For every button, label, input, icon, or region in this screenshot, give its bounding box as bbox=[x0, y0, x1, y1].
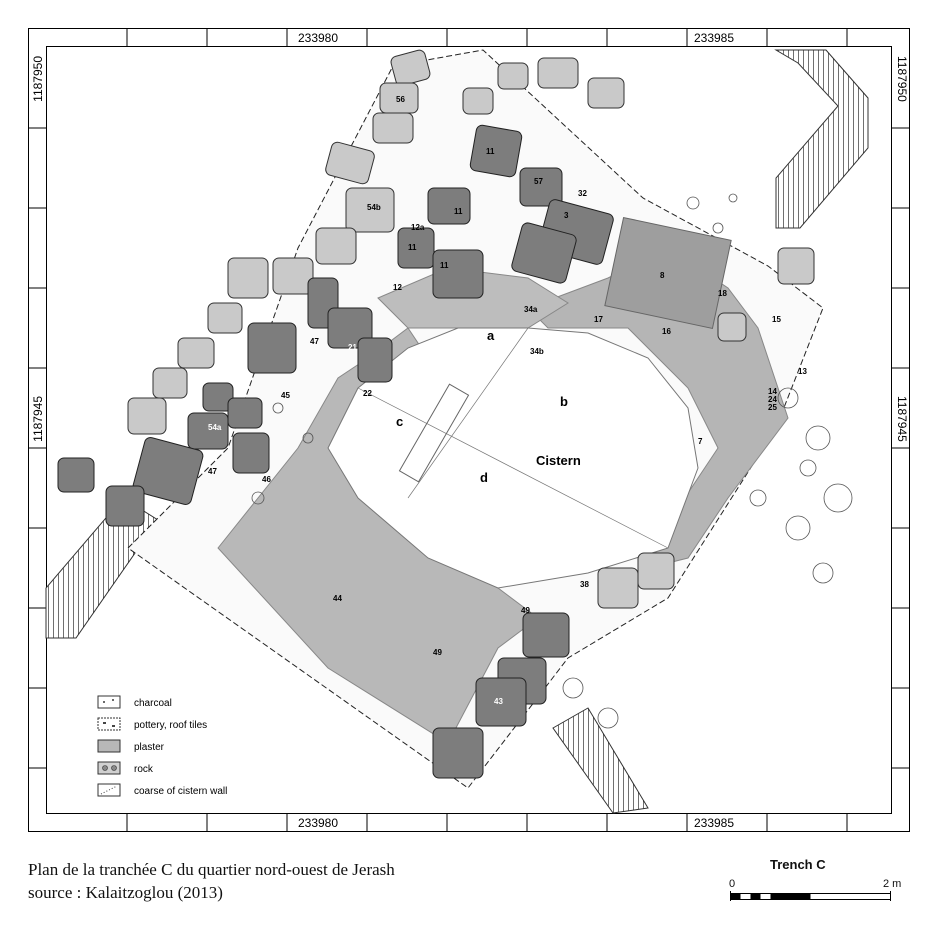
feature-number-44: 44 bbox=[333, 594, 342, 603]
svg-text:coarse of cistern wall: coarse of cistern wall bbox=[134, 786, 228, 797]
feature-number-11: 11 bbox=[440, 261, 449, 270]
feature-number-57: 57 bbox=[534, 177, 543, 186]
feature-number-8: 8 bbox=[660, 271, 665, 280]
svg-text:rock: rock bbox=[134, 764, 153, 775]
feature-number-24: 24 bbox=[768, 395, 777, 404]
grid-label-bottom-1: 233980 bbox=[297, 816, 339, 830]
grid-label-left-1: 1187950 bbox=[31, 56, 45, 102]
feature-number-34b: 34b bbox=[530, 347, 544, 356]
feature-number-38: 38 bbox=[580, 580, 589, 589]
feature-number-54a: 54a bbox=[208, 423, 222, 432]
feature-number-32: 32 bbox=[578, 189, 587, 198]
feature-number-49: 49 bbox=[433, 648, 442, 657]
legend-item-pottery bbox=[98, 718, 207, 731]
cistern-label: Cistern bbox=[536, 453, 581, 468]
caption-title: Plan de la tranchée C du quartier nord-ouest de Jerash bbox=[28, 860, 395, 879]
feature-number-14: 14 bbox=[768, 387, 777, 396]
feature-number-47: 47 bbox=[208, 467, 217, 476]
feature-number-16: 16 bbox=[662, 327, 671, 336]
trench-plan-map bbox=[28, 28, 910, 832]
feature-number-22: 22 bbox=[363, 389, 372, 398]
feature-number-11: 11 bbox=[454, 207, 463, 216]
feature-number-25: 25 bbox=[768, 403, 777, 412]
feature-number-12a: 12a bbox=[411, 223, 425, 232]
svg-text:charcoal: charcoal bbox=[134, 698, 172, 709]
svg-text:plaster: plaster bbox=[134, 742, 165, 753]
feature-number-13: 13 bbox=[798, 367, 807, 376]
legend-item-cistern-wall bbox=[98, 784, 227, 797]
feature-number-54b: 54b bbox=[367, 203, 381, 212]
feature-number-15: 15 bbox=[772, 315, 781, 324]
scalebar bbox=[730, 891, 892, 903]
pottery-swatch bbox=[98, 718, 120, 730]
feature-number-11: 11 bbox=[408, 243, 417, 252]
feature-letter-d: d bbox=[480, 470, 488, 485]
feature-letter-a: a bbox=[487, 328, 495, 343]
plaster-swatch bbox=[98, 740, 120, 752]
scalebar-start: 0 bbox=[729, 878, 736, 890]
charcoal-swatch bbox=[98, 696, 120, 708]
feature-number-21: 21 bbox=[348, 343, 357, 352]
caption-source: source : Kalaitzoglou (2013) bbox=[28, 883, 223, 902]
feature-number-18: 18 bbox=[718, 289, 727, 298]
map-caption bbox=[28, 858, 395, 904]
feature-number-3: 3 bbox=[564, 211, 569, 220]
legend-item-charcoal bbox=[98, 696, 172, 709]
feature-number-17: 17 bbox=[594, 315, 603, 324]
scalebar-end: 2 m bbox=[883, 878, 902, 890]
grid-label-top-1: 233980 bbox=[297, 31, 339, 45]
feature-number-56: 56 bbox=[396, 95, 405, 104]
grid-label-right-2: 1187945 bbox=[895, 396, 909, 442]
grid-label-right-1: 1187950 bbox=[895, 56, 909, 102]
feature-number-49: 49 bbox=[521, 606, 530, 615]
feature-number-34a: 34a bbox=[524, 305, 538, 314]
feature-number-12: 12 bbox=[393, 283, 402, 292]
feature-letter-b: b bbox=[560, 394, 568, 409]
grid-label-top-2: 233985 bbox=[693, 31, 735, 45]
feature-number-43: 43 bbox=[494, 697, 503, 706]
feature-number-47: 47 bbox=[310, 337, 319, 346]
feature-number-46: 46 bbox=[262, 475, 271, 484]
feature-number-7: 7 bbox=[698, 437, 703, 446]
feature-letter-c: c bbox=[396, 414, 404, 429]
svg-text:pottery, roof tiles: pottery, roof tiles bbox=[134, 720, 208, 731]
grid-label-bottom-2: 233985 bbox=[693, 816, 735, 830]
feature-number-45: 45 bbox=[281, 391, 290, 400]
grid-label-left-2: 1187945 bbox=[31, 396, 45, 442]
feature-number-11: 11 bbox=[486, 147, 495, 156]
scalebar-title: Trench C bbox=[770, 857, 826, 872]
